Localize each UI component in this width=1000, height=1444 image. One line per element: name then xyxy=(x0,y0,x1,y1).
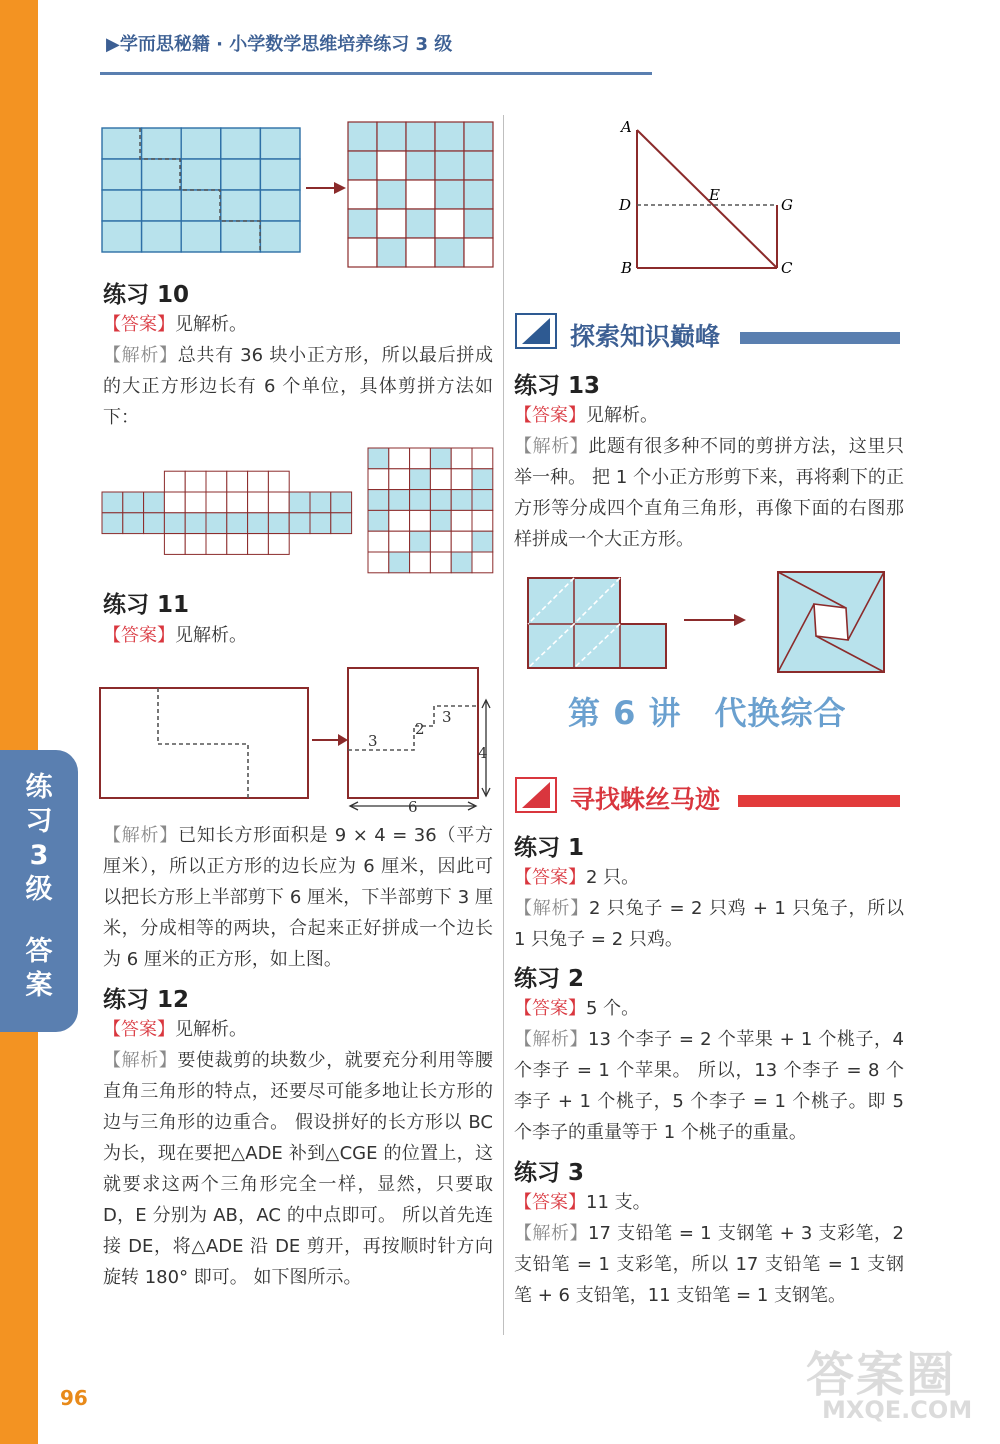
grid-cell xyxy=(406,238,435,267)
analysis-tag: 【解析】 xyxy=(103,1050,178,1071)
grid-cell xyxy=(142,159,182,190)
grid-cell xyxy=(410,469,431,490)
side-tab-char: 答 xyxy=(25,936,53,967)
l6ex1-answer xyxy=(514,862,904,893)
ex13-answer-text: 见解析。 xyxy=(586,405,658,426)
grid-cell xyxy=(248,492,269,513)
grid-cell xyxy=(472,490,493,511)
ex12-title: 练习 12 xyxy=(103,987,190,1013)
grid-cell xyxy=(181,159,221,190)
answer-tag: 【答案】 xyxy=(514,867,586,888)
l6ex2-title: 练习 2 xyxy=(514,966,585,992)
answer-tag: 【答案】 xyxy=(514,1192,586,1213)
grid-cell xyxy=(142,190,182,221)
grid-cell xyxy=(142,221,182,252)
ex13-answer xyxy=(514,400,904,431)
grid-cell xyxy=(410,490,431,511)
ex11-answer xyxy=(103,620,493,651)
grid-cell xyxy=(181,190,221,221)
triangle-figure xyxy=(615,116,815,276)
answer-tag: 【答案】 xyxy=(103,625,175,646)
grid-cell xyxy=(406,151,435,180)
l6ex2-answer xyxy=(514,993,904,1024)
running-header: ▶学而思秘籍 · 小学数学思维培养练习 3 级 xyxy=(106,34,453,55)
ex12-answer-text: 见解析。 xyxy=(175,1019,247,1040)
grid-cell xyxy=(368,469,389,490)
l6ex3-analysis-text: 17 支铅笔 = 1 支钢笔 + 3 支彩笔，2 支铅笔 = 1 支彩笔，所以 17 支铅笔 = 1 支钢笔 + 6 支铅笔，11 支铅笔 = 1 支钢笔。 xyxy=(514,1223,905,1306)
ex11-analysis-text: 已知长方形面积是 9 × 4 = 36（平方厘米），所以正方形的边长应为 6 厘米，因此可以把长方形上半部剪下 6 厘米，下半部剪下 3 厘米，分成相等的两块，合起来正好拼成一个边长为 6 厘米的正方形，如上图。 xyxy=(103,825,493,970)
ex13-analysis-text: 此题有很多种不同的剪拼方法，这里只举一种。 把 1 个小正方形剪下来，再将剩下的正方形等分成四个直角三角形，再像下面的右图那样拼成一个大正方形。 xyxy=(514,436,905,550)
grid-cell xyxy=(430,448,451,469)
grid-cell xyxy=(377,209,406,238)
side-ac xyxy=(637,130,777,268)
ex10-title: 练习 10 xyxy=(103,282,190,308)
grid-cell xyxy=(464,209,493,238)
ex11-answer-text: 见解析。 xyxy=(175,625,247,646)
grid-cell xyxy=(377,180,406,209)
grid-cell xyxy=(406,180,435,209)
grid-cell xyxy=(268,492,289,513)
grid-cell xyxy=(331,492,352,513)
grid-cell xyxy=(389,531,410,552)
l6ex2-analysis-text: 13 个李子 = 2 个苹果 + 1 个桃子，4 个李子 = 1 个苹果。 所以，13 个李子 = 8 个李子 + 1 个桃子，5 个李子 = 1 个桃子。即 5 个李子的重量等于 1 个桃子的重量。 xyxy=(514,1029,905,1143)
grid-cell xyxy=(451,510,472,531)
grid-cell xyxy=(410,552,431,573)
grid-cell xyxy=(435,238,464,267)
explore-section-bar xyxy=(740,332,900,344)
grid-cell xyxy=(185,492,206,513)
column-divider xyxy=(503,115,504,1335)
l6ex1-title: 练习 1 xyxy=(514,835,585,861)
grid-cell xyxy=(377,122,406,151)
analysis-tag: 【解析】 xyxy=(514,436,589,457)
header-rule xyxy=(100,72,652,75)
grid-cell xyxy=(206,534,227,555)
grid-cell xyxy=(181,128,221,159)
square-grid-6x6 xyxy=(368,448,493,573)
side-tab-char: 习 xyxy=(25,806,53,837)
grid-cell xyxy=(206,513,227,534)
grid-cell xyxy=(289,492,310,513)
grid-cell xyxy=(464,180,493,209)
l6ex2-answer-text: 5 个。 xyxy=(586,998,640,1019)
find-section-title: 寻找蛛丝马迹 xyxy=(570,785,721,814)
arrow-head xyxy=(334,182,346,194)
ex10-answer-text: 见解析。 xyxy=(175,314,247,335)
ex11-figure xyxy=(98,660,498,820)
orange-margin-band xyxy=(0,0,38,1444)
grid-cell xyxy=(248,471,269,492)
cut-line xyxy=(158,688,248,798)
side-tab-char: 案 xyxy=(25,970,53,1001)
analysis-tag: 【解析】 xyxy=(514,1223,589,1244)
grid-cell xyxy=(368,531,389,552)
side-tab-char: 3 xyxy=(29,840,49,871)
grid-cell xyxy=(472,552,493,573)
grid-cell xyxy=(260,159,300,190)
find-section-bar xyxy=(738,795,900,807)
grid-cell xyxy=(206,471,227,492)
explore-section-title: 探索知识巅峰 xyxy=(570,322,721,351)
grid-cell xyxy=(435,122,464,151)
grid-cell xyxy=(451,531,472,552)
answer-tag: 【答案】 xyxy=(514,405,586,426)
grid-cell xyxy=(260,190,300,221)
grid-cell xyxy=(248,534,269,555)
grid-cell xyxy=(435,180,464,209)
watermark-line1: 答案圈 xyxy=(806,1347,957,1403)
grid-cell xyxy=(144,513,165,534)
grid-cell xyxy=(406,122,435,151)
grid-cell xyxy=(142,128,182,159)
watermark-line2: MXQE.COM xyxy=(822,1396,973,1424)
grid-cell xyxy=(451,490,472,511)
answer-tag: 【答案】 xyxy=(103,1019,175,1040)
l6ex1-answer-text: 2 只。 xyxy=(586,867,640,888)
point-d: D xyxy=(619,196,632,214)
grid-cell xyxy=(348,151,377,180)
ex10-analysis-text: 总共有 36 块小正方形，所以最后拼成的大正方形边长有 6 个单位，具体剪拼方法如下： xyxy=(103,345,493,428)
grid-cell xyxy=(164,492,185,513)
grid-cell xyxy=(260,221,300,252)
grid-cell xyxy=(221,190,261,221)
grid-cell xyxy=(377,151,406,180)
grid-cell xyxy=(227,492,248,513)
grid-right xyxy=(348,122,493,267)
grid-cell xyxy=(430,531,451,552)
grid-cell xyxy=(377,238,406,267)
point-b: B xyxy=(621,259,633,277)
find-section-icon xyxy=(514,776,564,816)
grid-5x4 xyxy=(102,128,346,252)
grid-cell xyxy=(144,492,165,513)
side-tab-char: 练 xyxy=(25,772,53,803)
grid-cell xyxy=(310,492,331,513)
grid-cell xyxy=(164,513,185,534)
ex12-analysis-text: 要使裁剪的块数少，就要充分利用等腰直角三角形的特点，还要尽可能多地让长方形的边与三角形的边重合。 假设拼好的长方形以 BC 为长，现在要把△ADE 补到△CGE 的位置上，这就要求这两个三角形完全一样，显然，只要取 D，E 分别为 AB，AC 的中点即可。 所以首先连接 DE，将△ADE 沿 DE 剪开，再按顺时针方向旋转 180° 即可。 如下图所示。 xyxy=(103,1050,494,1288)
analysis-tag: 【解析】 xyxy=(103,825,179,846)
grid-cell xyxy=(348,122,377,151)
ex10-answer xyxy=(103,309,493,340)
grid-cell xyxy=(164,534,185,555)
grid-cell xyxy=(348,180,377,209)
ex11-analysis xyxy=(103,820,493,975)
cross-grid xyxy=(102,471,352,554)
grid-cell xyxy=(331,513,352,534)
point-e: E xyxy=(709,186,720,204)
grid-cell xyxy=(451,469,472,490)
ex13-title: 练习 13 xyxy=(514,373,601,399)
grid-cell xyxy=(221,128,261,159)
l6ex1-analysis-text: 2 只兔子 = 2 只鸡 + 1 只兔子，所以 1 只兔子 = 2 只鸡。 xyxy=(514,898,904,950)
grid-cell xyxy=(389,448,410,469)
label-6: 6 xyxy=(408,798,418,816)
grid-cell xyxy=(268,513,289,534)
grid-cell xyxy=(389,469,410,490)
side-tab-char: 级 xyxy=(25,874,53,905)
grid-cell xyxy=(472,469,493,490)
ex13-analysis xyxy=(514,431,904,555)
grid-cell xyxy=(430,552,451,573)
grid-cell xyxy=(227,471,248,492)
grid-cell xyxy=(102,492,123,513)
grid-cell xyxy=(435,209,464,238)
lecture-title: 第 6 讲 代换综合 xyxy=(568,694,847,732)
label-3b: 3 xyxy=(442,708,452,726)
grid-cell xyxy=(406,209,435,238)
grid-cell xyxy=(464,238,493,267)
watermark xyxy=(800,1336,990,1436)
answer-tag: 【答案】 xyxy=(514,998,586,1019)
grid-cell xyxy=(410,448,431,469)
label-2: 2 xyxy=(415,720,425,738)
grid-cell xyxy=(164,471,185,492)
grid-cell xyxy=(227,534,248,555)
grid-cell xyxy=(348,209,377,238)
grid-cell xyxy=(389,510,410,531)
ex11-title: 练习 11 xyxy=(103,592,190,618)
grid-cell xyxy=(368,448,389,469)
grid-cell xyxy=(227,513,248,534)
label-4: 4 xyxy=(478,744,488,762)
grid-cell xyxy=(368,490,389,511)
grid-cell xyxy=(268,471,289,492)
grid-cell xyxy=(102,221,142,252)
grid-cell xyxy=(472,510,493,531)
l-shape xyxy=(528,578,666,668)
grid-cell xyxy=(464,151,493,180)
l6ex3-answer-text: 11 支。 xyxy=(586,1192,651,1213)
cut-grid-figure-top xyxy=(100,126,500,276)
grid-cell xyxy=(472,531,493,552)
grid-cell xyxy=(348,238,377,267)
grid-cell xyxy=(206,492,227,513)
analysis-tag: 【解析】 xyxy=(103,345,178,366)
grid-cell xyxy=(185,534,206,555)
grid-cell xyxy=(123,492,144,513)
arrow-head xyxy=(338,734,348,746)
grid-cell xyxy=(185,513,206,534)
grid-cell xyxy=(123,513,144,534)
pinwheel-center xyxy=(814,604,848,640)
ex13-figure xyxy=(526,570,896,680)
l6ex3-analysis xyxy=(514,1218,904,1311)
l6ex3-title: 练习 3 xyxy=(514,1160,585,1186)
grid-cell xyxy=(430,510,451,531)
grid-cell xyxy=(430,490,451,511)
ex12-answer xyxy=(103,1014,493,1045)
grid-cell xyxy=(102,159,142,190)
grid-cell xyxy=(472,448,493,469)
grid-cell xyxy=(221,221,261,252)
grid-cell xyxy=(451,552,472,573)
grid-cell xyxy=(451,448,472,469)
l6ex1-analysis xyxy=(514,893,904,955)
grid-cell xyxy=(389,490,410,511)
arrow-head xyxy=(734,614,746,626)
ex10-figure xyxy=(100,440,500,580)
grid-cell xyxy=(410,531,431,552)
grid-cell xyxy=(260,128,300,159)
grid-cell xyxy=(310,513,331,534)
grid-cell xyxy=(389,552,410,573)
point-c: C xyxy=(781,259,793,277)
grid-cell xyxy=(221,159,261,190)
ex10-analysis xyxy=(103,340,493,433)
grid-cell xyxy=(102,513,123,534)
grid-cell xyxy=(248,513,269,534)
side-tab xyxy=(0,750,78,1032)
grid-cell xyxy=(268,534,289,555)
grid-cell xyxy=(430,469,451,490)
page-number: 96 xyxy=(60,1386,88,1410)
analysis-tag: 【解析】 xyxy=(514,898,589,919)
grid-cell xyxy=(368,510,389,531)
analysis-tag: 【解析】 xyxy=(514,1029,589,1050)
l6ex2-analysis xyxy=(514,1024,904,1148)
l6ex3-answer xyxy=(514,1187,904,1218)
grid-cell xyxy=(435,151,464,180)
point-a: A xyxy=(621,118,632,136)
grid-cell xyxy=(181,221,221,252)
grid-cell xyxy=(289,513,310,534)
answer-tag: 【答案】 xyxy=(103,314,175,335)
grid-cell xyxy=(464,122,493,151)
grid-cell xyxy=(102,190,142,221)
point-g: G xyxy=(781,196,793,214)
grid-cell xyxy=(368,552,389,573)
grid-cell xyxy=(185,471,206,492)
grid-cell xyxy=(410,510,431,531)
rectangle xyxy=(100,688,308,798)
explore-section-icon xyxy=(514,312,564,352)
grid-cell xyxy=(102,128,142,159)
ex12-analysis xyxy=(103,1045,493,1293)
label-3a: 3 xyxy=(368,732,378,750)
